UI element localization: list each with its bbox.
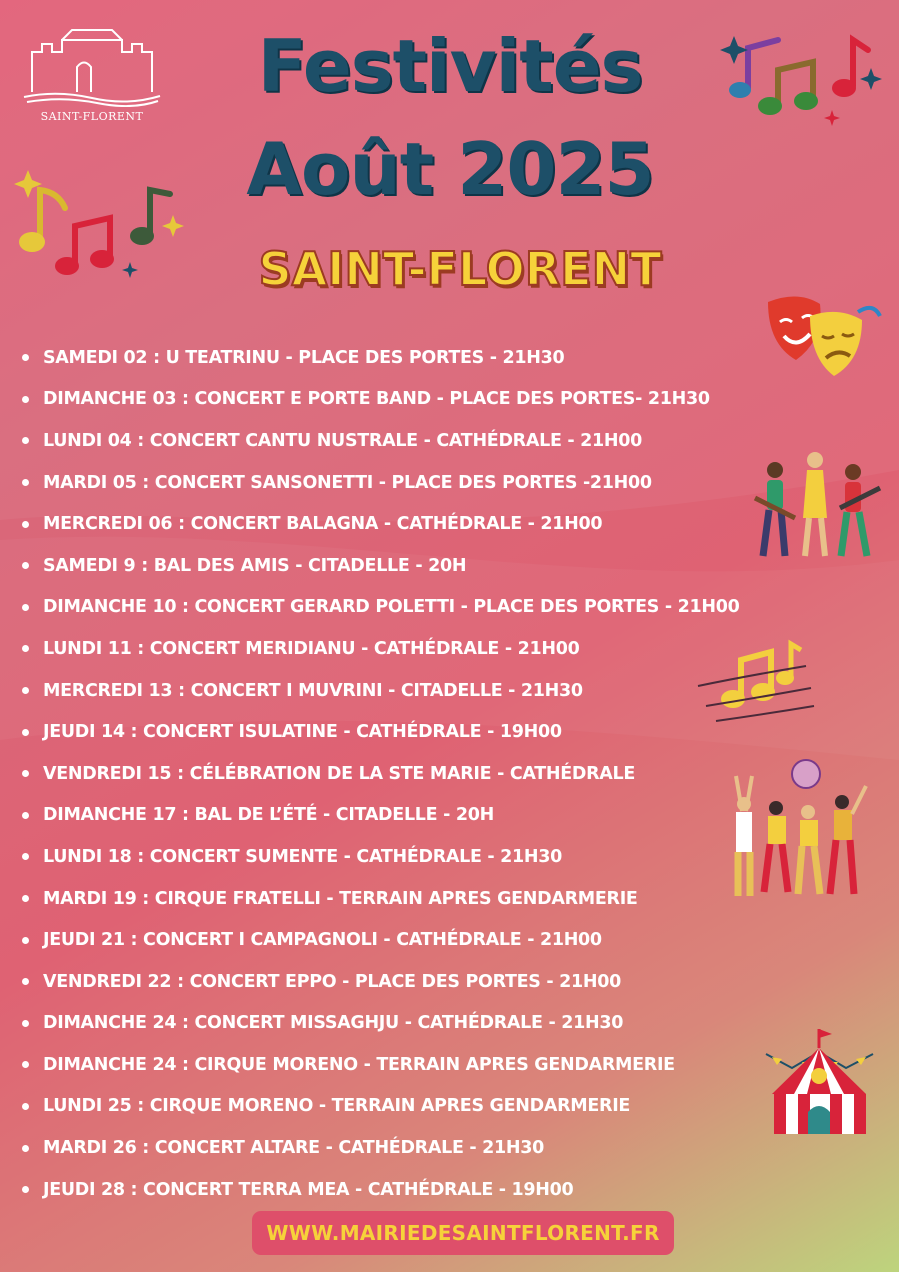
bullet-icon [22,978,29,985]
event-text: MARDI 19 : CIRQUE FRATELLI - TERRAIN APRES GENDARMERIE [43,888,638,909]
event-item [22,961,739,1003]
event-item [22,753,739,795]
event-text: JEUDI 14 : CONCERT ISULATINE - CATHÉDRALE - 19H00 [43,722,562,743]
event-item [22,919,739,961]
event-text: SAMEDI 9 : BAL DES AMIS - CITADELLE - 20H [43,555,467,576]
event-item [22,1003,739,1045]
event-text: VENDREDI 22 : CONCERT EPPO - PLACE DES PORTES - 21H00 [43,971,621,992]
bullet-icon [22,396,29,403]
bullet-icon [22,479,29,486]
event-text: LUNDI 25 : CIRQUE MORENO - TERRAIN APRES GENDARMERIE [43,1096,631,1117]
bullet-icon [22,645,29,652]
bullet-icon [22,521,29,528]
music-notes-icon [718,28,888,148]
citadel-logo-icon [22,22,162,107]
bullet-icon [22,1186,29,1193]
event-text: MARDI 26 : CONCERT ALTARE - CATHÉDRALE - 21H30 [43,1138,544,1159]
event-text: MERCREDI 13 : CONCERT I MUVRINI - CITADELLE - 21H30 [43,680,583,701]
event-text: VENDREDI 15 : CÉLÉBRATION DE LA STE MARIE - CATHÉDRALE [43,763,636,784]
event-text: JEUDI 21 : CONCERT I CAMPAGNOLI - CATHÉDRALE - 21H00 [43,930,602,951]
title-line-2: Août 2025 [246,127,654,211]
event-item [22,379,739,421]
dancers-icon [726,756,876,901]
bullet-icon [22,729,29,736]
bullet-icon [22,770,29,777]
event-item [22,711,739,753]
event-text: LUNDI 11 : CONCERT MERIDIANU - CATHÉDRALE - 21H00 [43,638,580,659]
event-item [22,1086,739,1128]
event-item [22,670,739,712]
event-item [22,503,739,545]
bullet-icon [22,1103,29,1110]
bullet-icon [22,1020,29,1027]
event-item [22,628,739,670]
bullet-icon [22,937,29,944]
event-text: DIMANCHE 17 : BAL DE L’ÉTÉ - CITADELLE - 20H [43,805,494,826]
event-text: DIMANCHE 24 : CIRQUE MORENO - TERRAIN APRES GENDARMERIE [43,1054,675,1075]
subtitle: SAINT-FLORENT [258,242,662,296]
event-text: SAMEDI 02 : U TEATRINU - PLACE DES PORTES - 21H30 [43,347,565,368]
event-text: DIMANCHE 24 : CONCERT MISSAGHJU - CATHÉDRALE - 21H30 [43,1013,624,1034]
bullet-icon [22,895,29,902]
musicians-icon [745,448,885,563]
event-item [22,1127,739,1169]
event-item [22,1169,739,1211]
event-text: JEUDI 28 : CONCERT TERRA MEA - CATHÉDRALE - 19H00 [43,1179,574,1200]
event-item [22,545,739,587]
title-line-1: Festivités [257,24,643,108]
event-item [22,337,739,379]
event-text: MARDI 05 : CONCERT SANSONETTI - PLACE DES PORTES -21H00 [43,472,652,493]
event-text: DIMANCHE 10 : CONCERT GERARD POLETTI - PLACE DES PORTES - 21H00 [43,597,740,618]
event-text: LUNDI 04 : CONCERT CANTU NUSTRALE - CATHÉDRALE - 21H00 [43,430,642,451]
event-item [22,1044,739,1086]
bullet-icon [22,812,29,819]
website-link[interactable]: WWW.MAIRIEDESAINTFLORENT.FR [252,1211,674,1255]
bullet-icon [22,562,29,569]
event-item [22,795,739,837]
event-item [22,878,739,920]
event-item [22,462,739,504]
event-text: MERCREDI 06 : CONCERT BALAGNA - CATHÉDRALE - 21H00 [43,514,603,535]
circus-tent-icon [762,1024,877,1136]
bullet-icon [22,604,29,611]
bullet-icon [22,853,29,860]
event-item [22,587,739,629]
citadel-logo [22,22,162,127]
event-text: LUNDI 18 : CONCERT SUMENTE - CATHÉDRALE - 21H30 [43,846,563,867]
logo-text: SAINT-FLORENT [40,110,144,123]
event-item [22,420,739,462]
bullet-icon [22,687,29,694]
bullet-icon [22,1061,29,1068]
event-item [22,836,739,878]
event-text: DIMANCHE 03 : CONCERT E PORTE BAND - PLACE DES PORTES- 21H30 [43,389,710,410]
bullet-icon [22,354,29,361]
bullet-icon [22,1145,29,1152]
theater-masks-icon [758,292,883,387]
events-list [22,337,739,1210]
bullet-icon [22,437,29,444]
music-notes-icon [10,168,185,288]
